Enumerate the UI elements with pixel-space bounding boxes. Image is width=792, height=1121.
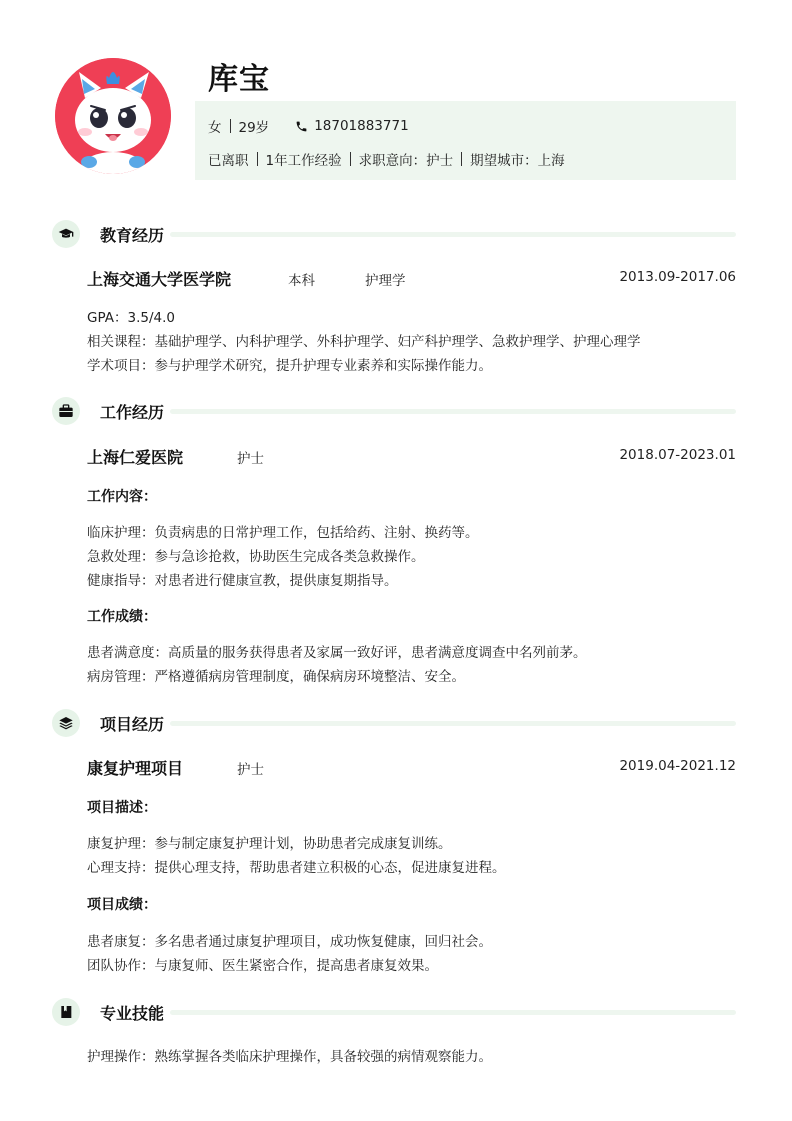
project-desc-item: 心理支持：提供心理支持，帮助患者建立积极的心态，促进康复进程。 xyxy=(87,860,506,876)
divider xyxy=(461,152,462,166)
project-desc-title: 项目描述： xyxy=(87,800,157,816)
section-title: 工作经历 xyxy=(100,400,170,423)
project-role: 护士 xyxy=(237,762,264,778)
work-content-item: 健康指导：对患者进行健康宣教，提供康复期指导。 xyxy=(87,573,398,589)
job-intent: 求职意向：护士 xyxy=(358,153,454,169)
project-entry xyxy=(87,756,736,776)
expected-city: 期望城市：上海 xyxy=(470,153,565,169)
candidate-name: 库宝 xyxy=(208,62,270,97)
age: 29岁 xyxy=(238,120,270,136)
education-section-header xyxy=(52,220,736,248)
company-name: 上海仁爱医院 xyxy=(87,448,184,467)
work-section-header xyxy=(52,397,736,425)
project-results-title: 项目成绩： xyxy=(87,897,157,913)
project-result-item: 患者康复：多名患者通过康复护理项目，成功恢复健康，回归社会。 xyxy=(87,934,492,950)
avatar xyxy=(55,58,171,174)
divider xyxy=(257,152,258,166)
project-date: 2019.04-2021.12 xyxy=(619,758,736,774)
work-content-title: 工作内容： xyxy=(87,489,157,505)
basic-info-panel xyxy=(195,101,736,180)
work-content-item: 急救处理：参与急诊抢救，协助医生完成各类急救操作。 xyxy=(87,549,425,565)
section-divider xyxy=(170,721,736,726)
section-title: 教育经历 xyxy=(100,223,170,246)
job-role: 护士 xyxy=(237,451,264,467)
section-title: 项目经历 xyxy=(100,712,170,735)
work-result-item: 病房管理：严格遵循病房管理制度，确保病房环境整洁、安全。 xyxy=(87,669,465,685)
phone-icon xyxy=(295,120,308,133)
project-section-header xyxy=(52,709,736,737)
basic-info-row-1 xyxy=(208,116,409,136)
gender: 女 xyxy=(208,120,222,136)
graduation-cap-icon xyxy=(52,220,80,248)
school-name: 上海交通大学医学院 xyxy=(87,270,232,289)
education-date: 2013.09-2017.06 xyxy=(619,269,736,285)
divider xyxy=(230,119,231,133)
project-desc-item: 康复护理：参与制定康复护理计划，协助患者完成康复训练。 xyxy=(87,836,452,852)
layers-icon xyxy=(52,709,80,737)
cat-mascot-icon xyxy=(55,58,171,174)
education-detail: 学术项目：参与护理学术研究，提升护理专业素养和实际操作能力。 xyxy=(87,358,492,374)
skills-section-header xyxy=(52,998,736,1026)
employment-status: 已离职 xyxy=(208,153,249,169)
education-detail: GPA：3.5/4.0 xyxy=(87,310,175,326)
education-detail: 相关课程：基础护理学、内科护理学、外科护理学、妇产科护理学、急救护理学、护理心理学 xyxy=(87,334,641,350)
section-title: 专业技能 xyxy=(100,1001,170,1024)
major: 护理学 xyxy=(365,273,406,289)
work-entry xyxy=(87,445,736,465)
work-experience: 1年工作经验 xyxy=(265,153,342,169)
project-result-item: 团队协作：与康复师、医生紧密合作，提高患者康复效果。 xyxy=(87,958,438,974)
section-divider xyxy=(170,1010,736,1015)
education-entry xyxy=(87,267,736,287)
section-divider xyxy=(170,409,736,414)
project-name: 康复护理项目 xyxy=(87,759,184,778)
work-results-title: 工作成绩： xyxy=(87,609,157,625)
work-content-item: 临床护理：负责病患的日常护理工作，包括给药、注射、换药等。 xyxy=(87,525,479,541)
section-divider xyxy=(170,232,736,237)
briefcase-icon xyxy=(52,397,80,425)
work-date: 2018.07-2023.01 xyxy=(619,447,736,463)
work-result-item: 患者满意度：高质量的服务获得患者及家属一致好评，患者满意度调查中名列前茅。 xyxy=(87,645,587,661)
book-icon xyxy=(52,998,80,1026)
basic-info-row-2 xyxy=(208,149,565,169)
phone-number: 18701883771 xyxy=(314,118,409,134)
degree: 本科 xyxy=(288,273,315,289)
divider xyxy=(350,152,351,166)
skill-item: 护理操作：熟练掌握各类临床护理操作，具备较强的病情观察能力。 xyxy=(87,1049,492,1065)
